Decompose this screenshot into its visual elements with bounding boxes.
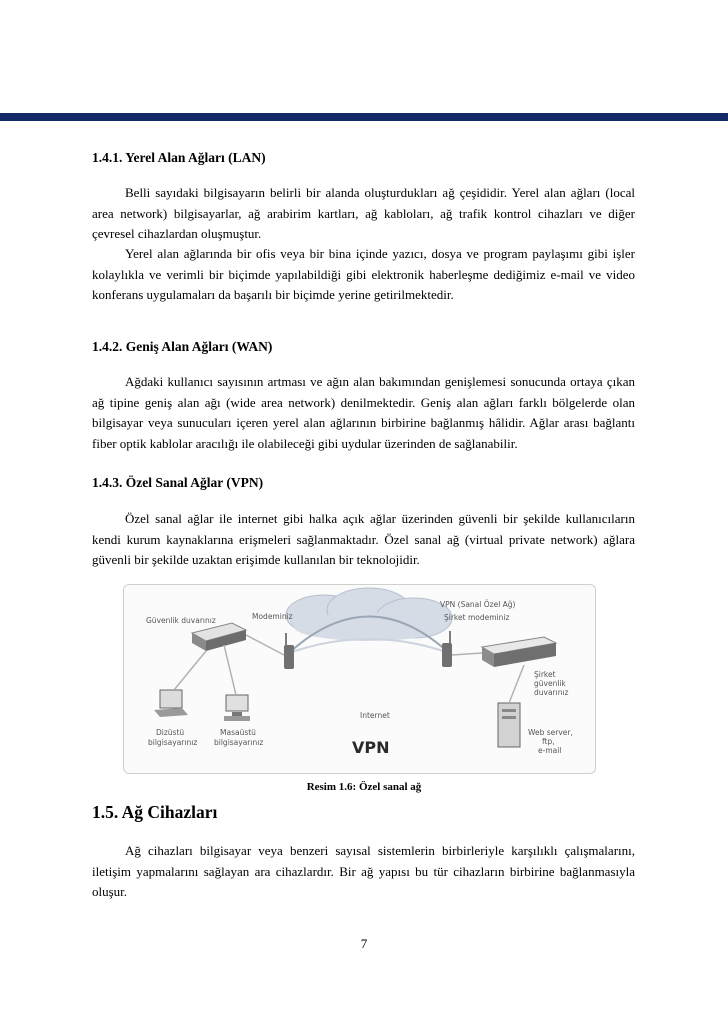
page-number: 7 — [360, 936, 368, 951]
modem-icon — [284, 633, 294, 669]
label-desktop-2: bilgisayarınız — [214, 738, 264, 747]
desktop-icon — [224, 695, 250, 721]
firewall-icon — [192, 623, 246, 651]
devices-paragraph-1: Ağ cihazları bilgisayar veya benzeri sayısal sistemlerin birbirleriyle karşılıklı çalışmalarını, iletişim yapmalarını sağlayan ara cihazlardır. Bir ağ yapısı bu tür cihazların birbirine bağlanmasıyla oluşur. — [92, 843, 635, 899]
label-firewall: Güvenlik duvarınız — [146, 616, 216, 625]
lan-paragraph-2: Yerel alan ağlarında bir ofis veya bir bina içinde yazıcı, dosya ve program paylaşımı gibi işler kolaylıkla ve verimli bir biçimde yapılabildiği gibi elektronik haberleşme dediğimiz e-mail ve video konferans uygulamaları da başarılı bir biçimde yerine getirilmektedir. — [92, 246, 635, 302]
label-laptop-2: bilgisayarınız — [148, 738, 198, 747]
label-modem: Modeminiz — [252, 612, 293, 621]
laptop-icon — [154, 690, 188, 717]
vpn-heading: 1.4.3. Özel Sanal Ağlar (VPN) — [92, 475, 264, 490]
lan-paragraph-1: Belli sayıdaki bilgisayarın belirli bir alanda oluşturdukları ağ çeşididir. Yerel alan ağları (local area network) bilgisayarlar, ağ arabirim kartları, ağ kabloları, ağ trafik kontrol cihazları ve diğer çevresel cihazlardan oluşmuştur. — [92, 185, 635, 241]
vpn-logo: VPN — [352, 738, 390, 757]
figure-caption: Resim 1.6: Özel sanal ağ — [306, 781, 422, 793]
lan-heading: 1.4.1. Yerel Alan Ağları (LAN) — [92, 150, 266, 165]
label-server-3: e-mail — [538, 746, 562, 755]
label-internet: Internet — [360, 711, 390, 720]
vpn-figure — [123, 584, 596, 774]
label-vpn: VPN (Sanal Özel Ağ) — [440, 600, 516, 609]
devices-heading: 1.5. Ağ Cihazları — [92, 802, 218, 822]
label-company-fw-3: duvarınız — [534, 688, 569, 697]
wan-heading: 1.4.2. Geniş Alan Ağları (WAN) — [92, 339, 273, 354]
company-modem-icon — [442, 631, 452, 667]
label-laptop-1: Dizüstü — [156, 728, 185, 737]
vpn-paragraph-1: Özel sanal ağlar ile internet gibi halka açık ağlar üzerinden güvenli bir şekilde kullanıcıların kendi kurum kaynaklarına erişmeleri sağlanmaktadır. Özel sanal ağ (virtual private network) ağlara güvenli bir şekilde uzaktan erişimde kullanılan bir teknolojidir. — [92, 511, 635, 567]
label-server-2: ftp, — [542, 737, 555, 746]
internet-cloud — [286, 588, 452, 641]
label-server-1: Web server, — [528, 728, 573, 737]
header-rule — [0, 113, 728, 121]
server-icon — [498, 703, 520, 747]
vpn-diagram — [124, 585, 595, 773]
wan-paragraph-1: Ağdaki kullanıcı sayısının artması ve ağın alan bakımından genişlemesi sonucunda ortaya çıkan ağ tipine geniş alan ağı (wide area network) denilmektedir. Geniş alan ağları farklı bölgelerde olan bilgisayar veya sunucuları içeren yerel alan ağlarının birbirine bağlanmış hâlidir. Ağlar arası bağlantı fiber optik kablolar aracılığı ile olabileceği gibi uydular üzerinden de sağlanabilir. — [92, 374, 635, 451]
label-company-modem: Şirket modeminiz — [444, 613, 510, 622]
label-company-fw-1: Şirket — [534, 670, 556, 679]
internet-arc — [289, 639, 449, 653]
label-desktop-1: Masaüstü — [220, 728, 256, 737]
label-company-fw-2: güvenlik — [534, 679, 566, 688]
company-firewall-icon — [482, 637, 556, 667]
